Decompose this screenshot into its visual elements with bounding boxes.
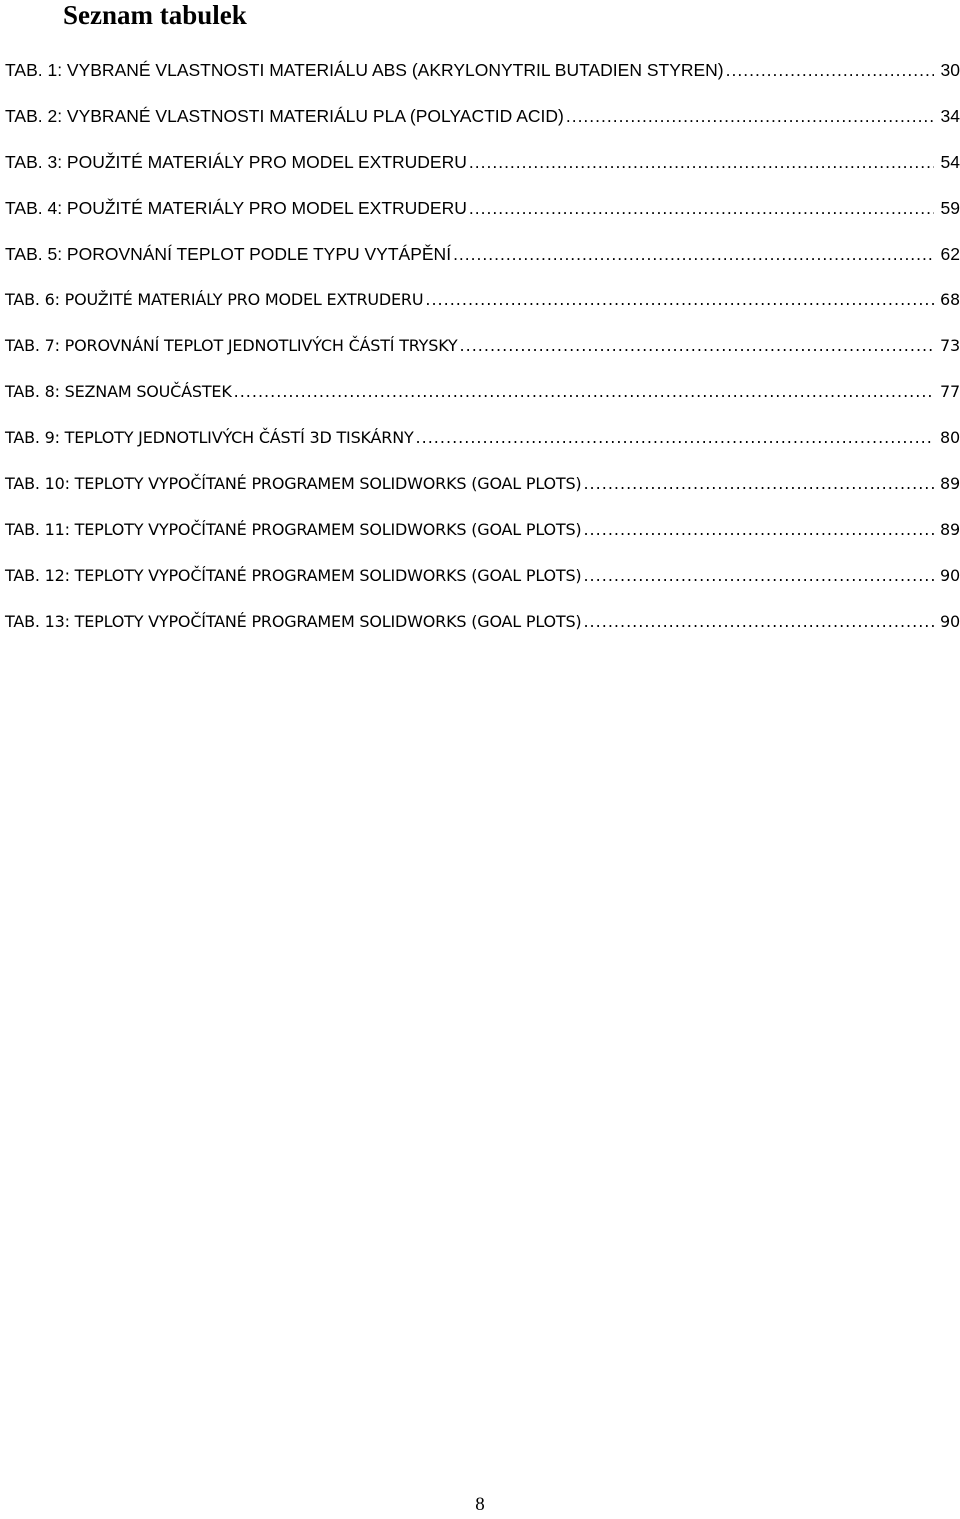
toc-entry-page: 90	[940, 566, 960, 585]
toc-leader-dots	[425, 285, 934, 315]
toc-entry-page: 89	[940, 474, 960, 493]
toc-entry-label: TAB. 7: POROVNÁNÍ TEPLOT JEDNOTLIVÝCH ČÁSTÍ TRYSKY	[5, 336, 458, 355]
toc-entry-label: TAB. 8: SEZNAM SOUČÁSTEK	[5, 382, 232, 401]
toc-leader-dots	[583, 469, 934, 499]
toc-entry-page: 89	[940, 520, 960, 539]
toc-entry-label: TAB. 11: TEPLOTY VYPOČÍTANÉ PROGRAMEM SOLIDWORKS (GOAL PLOTS)	[5, 520, 582, 539]
toc-entry-tab-9[interactable]	[5, 423, 960, 469]
toc-entry-tab-8[interactable]	[5, 377, 960, 423]
toc-leader-dots	[416, 423, 934, 453]
toc-entry-page: 90	[940, 612, 960, 631]
toc-entry-tab-5[interactable]	[5, 239, 960, 285]
toc-entry-label: TAB. 10: TEPLOTY VYPOČÍTANÉ PROGRAMEM SOLIDWORKS (GOAL PLOTS)	[5, 474, 582, 493]
toc-entry-page: 30	[940, 60, 960, 80]
toc-leader-dots	[566, 101, 934, 131]
toc-entry-page: 62	[940, 244, 960, 264]
toc-leader-dots	[469, 193, 934, 223]
toc-entry-tab-11[interactable]	[5, 515, 960, 561]
toc-entry-page: 80	[940, 428, 960, 447]
toc-entry-tab-2[interactable]	[5, 101, 960, 147]
toc-entry-tab-13[interactable]	[5, 607, 960, 653]
toc-leader-dots	[583, 607, 934, 637]
toc-leader-dots	[469, 147, 934, 177]
toc-entry-page: 59	[940, 198, 960, 218]
toc-entry-label: TAB. 6: POUŽITÉ MATERIÁLY PRO MODEL EXTRUDERU	[5, 290, 424, 309]
toc-leader-dots	[453, 239, 934, 269]
toc-leader-dots	[234, 377, 934, 407]
toc-entry-page: 77	[940, 382, 960, 401]
toc-entry-label: TAB. 4: POUŽITÉ MATERIÁLY PRO MODEL EXTRUDERU	[5, 198, 467, 218]
toc-entry-label: TAB. 1: VYBRANÉ VLASTNOSTI MATERIÁLU ABS (AKRYLONYTRIL BUTADIEN STYREN)	[5, 60, 724, 80]
toc-entry-label: TAB. 9: TEPLOTY JEDNOTLIVÝCH ČÁSTÍ 3D TISKÁRNY	[5, 428, 414, 447]
toc-entry-tab-1[interactable]	[5, 55, 960, 101]
toc-entry-tab-4[interactable]	[5, 193, 960, 239]
toc-entry-tab-3[interactable]	[5, 147, 960, 193]
table-list	[5, 55, 960, 653]
toc-entry-page: 68	[940, 290, 960, 309]
toc-entry-page: 54	[940, 152, 960, 172]
toc-entry-tab-7[interactable]	[5, 331, 960, 377]
toc-entry-page: 73	[940, 336, 960, 355]
toc-entry-page: 34	[940, 106, 960, 126]
toc-entry-label: TAB. 5: POROVNÁNÍ TEPLOT PODLE TYPU VYTÁPĚNÍ	[5, 244, 452, 264]
toc-leader-dots	[726, 55, 934, 85]
toc-entry-label: TAB. 3: POUŽITÉ MATERIÁLY PRO MODEL EXTRUDERU	[5, 152, 467, 172]
page-title: Seznam tabulek	[63, 0, 247, 30]
toc-entry-label: TAB. 13: TEPLOTY VYPOČÍTANÉ PROGRAMEM SOLIDWORKS (GOAL PLOTS)	[5, 612, 582, 631]
toc-leader-dots	[583, 515, 934, 545]
toc-entry-label: TAB. 2: VYBRANÉ VLASTNOSTI MATERIÁLU PLA (POLYACTID ACID)	[5, 106, 564, 126]
page-number: 8	[475, 1494, 485, 1515]
toc-entry-tab-12[interactable]	[5, 561, 960, 607]
toc-leader-dots	[460, 331, 934, 361]
toc-entry-tab-10[interactable]	[5, 469, 960, 515]
toc-leader-dots	[583, 561, 934, 591]
toc-entry-label: TAB. 12: TEPLOTY VYPOČÍTANÉ PROGRAMEM SOLIDWORKS (GOAL PLOTS)	[5, 566, 582, 585]
toc-entry-tab-6[interactable]	[5, 285, 960, 331]
